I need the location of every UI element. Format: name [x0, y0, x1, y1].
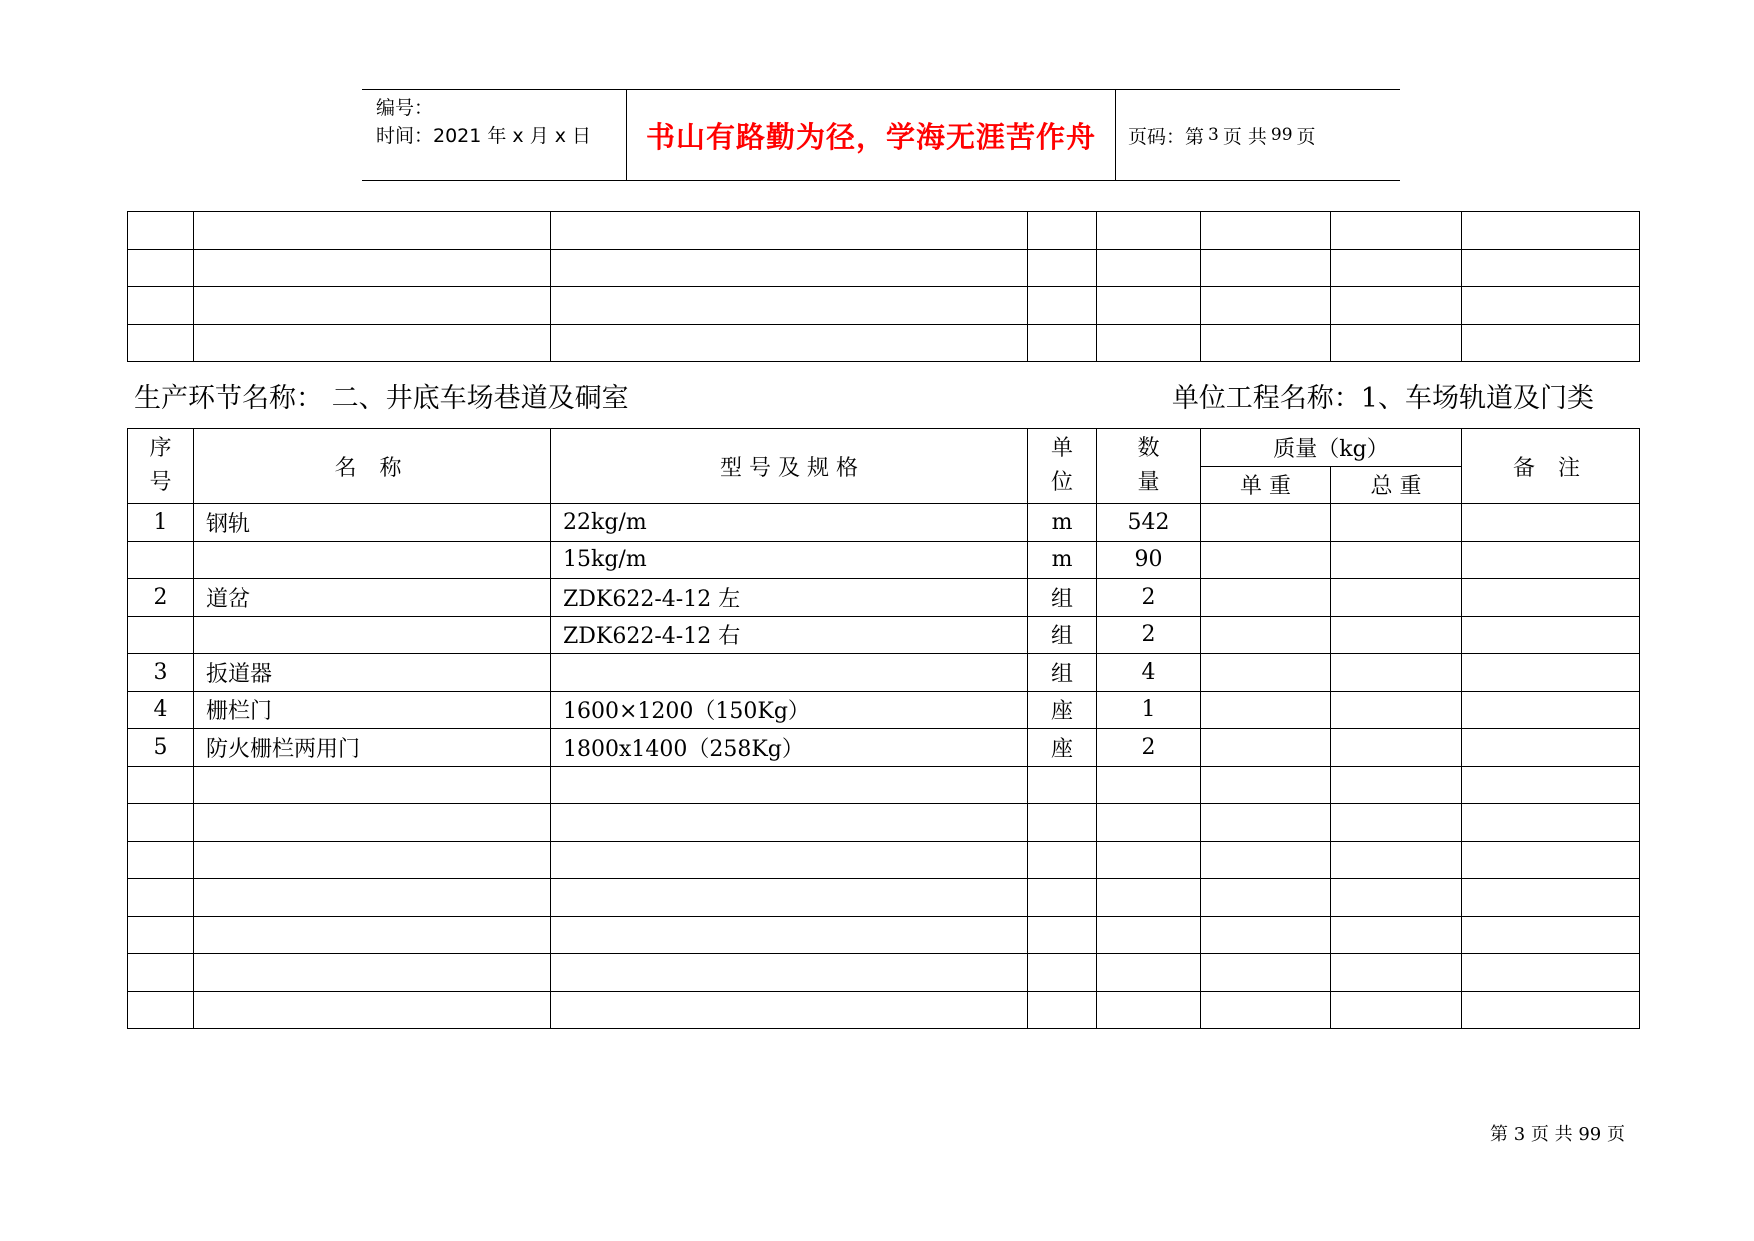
cell-unit-weight — [1201, 541, 1331, 579]
empty-cell — [551, 324, 1028, 362]
table-row — [128, 916, 1640, 954]
empty-cell — [1462, 212, 1640, 250]
cell-name: 道岔 — [194, 579, 551, 617]
unit-project-label: 单位工程名称：1、车场轨道及门类 — [1171, 383, 1594, 414]
empty-cell — [128, 212, 194, 250]
cell-spec — [551, 991, 1028, 1029]
page-suffix: 页 — [1296, 125, 1316, 148]
empty-cell — [194, 324, 551, 362]
cell-seq: 2 — [128, 579, 194, 617]
cell-total-weight — [1331, 579, 1462, 617]
cell-total-weight — [1331, 879, 1462, 917]
cell-remark — [1462, 579, 1640, 617]
cell-unit-weight — [1201, 579, 1331, 617]
cell-seq: 3 — [128, 654, 194, 692]
cell-qty: 542 — [1097, 504, 1201, 542]
production-stage-label: 生产环节名称： 二、井底车场巷道及硐室 — [134, 383, 629, 414]
cell-qty: 1 — [1097, 691, 1201, 729]
cell-name — [194, 841, 551, 879]
cell-total-weight — [1331, 691, 1462, 729]
cell-unit — [1028, 991, 1097, 1029]
cell-unit: 座 — [1028, 729, 1097, 767]
empty-cell — [1201, 212, 1331, 250]
cell-total-weight — [1331, 916, 1462, 954]
cell-seq — [128, 916, 194, 954]
cell-unit: m — [1028, 541, 1097, 579]
cell-name: 钢轨 — [194, 504, 551, 542]
cell-remark — [1462, 691, 1640, 729]
cell-qty — [1097, 954, 1201, 992]
empty-cell — [551, 287, 1028, 325]
header-unit-top: 单 — [1050, 436, 1073, 461]
cell-seq — [128, 616, 194, 654]
cell-total-weight — [1331, 729, 1462, 767]
cell-unit — [1028, 804, 1097, 842]
table-row — [128, 579, 1640, 617]
cell-remark — [1462, 916, 1640, 954]
cell-qty: 2 — [1097, 579, 1201, 617]
cell-seq — [128, 954, 194, 992]
cell-qty — [1097, 766, 1201, 804]
empty-cell — [1028, 324, 1097, 362]
cell-qty — [1097, 804, 1201, 842]
cell-remark — [1462, 804, 1640, 842]
table-row — [128, 729, 1640, 767]
cell-unit-weight — [1201, 804, 1331, 842]
cell-unit-weight — [1201, 504, 1331, 542]
cell-remark — [1462, 841, 1640, 879]
section-line — [134, 376, 1594, 412]
cell-spec — [551, 654, 1028, 692]
cell-total-weight — [1331, 654, 1462, 692]
header-motto-cell — [626, 90, 1116, 180]
cell-name — [194, 879, 551, 917]
cell-unit-weight — [1201, 766, 1331, 804]
cell-name: 扳道器 — [194, 654, 551, 692]
motto: 书山有路勤为径，学海无涯苦作舟 — [645, 119, 1096, 154]
cell-qty — [1097, 991, 1201, 1029]
header-name: 名 称 — [194, 429, 551, 504]
cell-seq: 4 — [128, 691, 194, 729]
page-prefix: 页码：第 — [1128, 125, 1205, 148]
table-row — [128, 991, 1640, 1029]
empty-cell — [1201, 249, 1331, 287]
equipment-table — [127, 428, 1640, 1029]
cell-name — [194, 916, 551, 954]
cell-seq: 1 — [128, 504, 194, 542]
cell-spec: 1800x1400（258Kg） — [551, 729, 1028, 767]
cell-spec: 1600×1200（150Kg） — [551, 691, 1028, 729]
cell-unit-weight — [1201, 879, 1331, 917]
cell-unit-weight — [1201, 729, 1331, 767]
cell-unit: 组 — [1028, 616, 1097, 654]
empty-cell — [1462, 324, 1640, 362]
cell-seq — [128, 841, 194, 879]
header-qty-bottom: 量 — [1137, 470, 1160, 495]
cell-unit-weight — [1201, 991, 1331, 1029]
empty-cell — [1097, 212, 1201, 250]
cell-unit-weight — [1201, 691, 1331, 729]
cell-total-weight — [1331, 541, 1462, 579]
cell-remark — [1462, 766, 1640, 804]
page-footer: 第 3 页 共 99 页 — [1490, 1124, 1625, 1145]
header-meta — [362, 90, 626, 180]
empty-cell — [194, 249, 551, 287]
cell-qty: 4 — [1097, 654, 1201, 692]
empty-row — [128, 249, 1640, 287]
empty-row — [128, 324, 1640, 362]
empty-cell — [1028, 249, 1097, 287]
cell-unit — [1028, 766, 1097, 804]
header-mass: 质量（kg） — [1201, 429, 1462, 467]
page-mid: 页 共 — [1222, 125, 1267, 148]
page-current: 3 — [1208, 125, 1219, 145]
empty-cell — [1462, 249, 1640, 287]
empty-cell — [1097, 287, 1201, 325]
cell-spec: ZDK622-4-12 右 — [551, 616, 1028, 654]
empty-cell — [1201, 287, 1331, 325]
cell-seq — [128, 991, 194, 1029]
empty-cell — [194, 212, 551, 250]
header-unit — [1028, 429, 1097, 504]
cell-remark — [1462, 991, 1640, 1029]
cell-qty — [1097, 841, 1201, 879]
cell-unit: 组 — [1028, 579, 1097, 617]
cell-qty: 2 — [1097, 729, 1201, 767]
cell-unit — [1028, 841, 1097, 879]
empty-cell — [128, 324, 194, 362]
cell-total-weight — [1331, 804, 1462, 842]
cell-remark — [1462, 616, 1640, 654]
cell-qty — [1097, 879, 1201, 917]
empty-cell — [1331, 287, 1462, 325]
cell-qty: 2 — [1097, 616, 1201, 654]
table-row — [128, 766, 1640, 804]
cell-qty — [1097, 916, 1201, 954]
header-qty — [1097, 429, 1201, 504]
cell-total-weight — [1331, 954, 1462, 992]
header-unit-weight: 单 重 — [1201, 466, 1331, 504]
header-seq-top: 序 — [149, 436, 172, 461]
time-label: 时间：2021 年 x 月 x 日 — [376, 125, 592, 147]
header-remark: 备 注 — [1462, 429, 1640, 504]
cell-name — [194, 766, 551, 804]
cell-remark — [1462, 954, 1640, 992]
page-total: 99 — [1270, 125, 1293, 145]
cell-seq: 5 — [128, 729, 194, 767]
cell-name — [194, 954, 551, 992]
cell-name: 栅栏门 — [194, 691, 551, 729]
empty-row — [128, 212, 1640, 250]
cell-seq — [128, 541, 194, 579]
empty-cell — [128, 249, 194, 287]
cell-remark — [1462, 729, 1640, 767]
empty-cell — [1462, 287, 1640, 325]
table-row — [128, 654, 1640, 692]
cell-unit-weight — [1201, 841, 1331, 879]
cell-name — [194, 541, 551, 579]
cell-unit — [1028, 954, 1097, 992]
table-row — [128, 616, 1640, 654]
cell-remark — [1462, 504, 1640, 542]
cell-seq — [128, 766, 194, 804]
top-continuation-table — [127, 211, 1640, 362]
cell-unit — [1028, 879, 1097, 917]
header-seq — [128, 429, 194, 504]
page-header — [362, 89, 1400, 181]
serial-label: 编号： — [376, 97, 434, 119]
cell-total-weight — [1331, 616, 1462, 654]
header-total-weight: 总 重 — [1331, 466, 1462, 504]
empty-cell — [1097, 249, 1201, 287]
cell-spec: 22kg/m — [551, 504, 1028, 542]
cell-spec — [551, 954, 1028, 992]
table-row — [128, 954, 1640, 992]
cell-unit: 座 — [1028, 691, 1097, 729]
empty-cell — [1097, 324, 1201, 362]
cell-total-weight — [1331, 841, 1462, 879]
cell-name — [194, 991, 551, 1029]
cell-remark — [1462, 654, 1640, 692]
cell-total-weight — [1331, 504, 1462, 542]
cell-spec — [551, 879, 1028, 917]
cell-qty: 90 — [1097, 541, 1201, 579]
empty-row — [128, 287, 1640, 325]
header-unit-bottom: 位 — [1050, 470, 1073, 495]
empty-cell — [551, 212, 1028, 250]
empty-cell — [1201, 324, 1331, 362]
header-seq-bottom: 号 — [149, 470, 172, 495]
empty-cell — [1028, 212, 1097, 250]
cell-unit: 组 — [1028, 654, 1097, 692]
cell-name — [194, 804, 551, 842]
cell-spec — [551, 766, 1028, 804]
table-row — [128, 804, 1640, 842]
header-spec: 型 号 及 规 格 — [551, 429, 1028, 504]
table-row — [128, 504, 1640, 542]
cell-spec — [551, 916, 1028, 954]
cell-spec — [551, 804, 1028, 842]
empty-cell — [1028, 287, 1097, 325]
cell-unit-weight — [1201, 954, 1331, 992]
header-page-info — [1116, 90, 1400, 180]
cell-name — [194, 616, 551, 654]
empty-cell — [1331, 324, 1462, 362]
cell-total-weight — [1331, 991, 1462, 1029]
cell-name: 防火栅栏两用门 — [194, 729, 551, 767]
cell-unit: m — [1028, 504, 1097, 542]
cell-total-weight — [1331, 766, 1462, 804]
empty-cell — [194, 287, 551, 325]
empty-cell — [1331, 212, 1462, 250]
table-header-row-1 — [128, 429, 1640, 467]
cell-unit-weight — [1201, 654, 1331, 692]
cell-unit — [1028, 916, 1097, 954]
header-qty-top: 数 — [1137, 436, 1160, 461]
cell-spec: ZDK622-4-12 左 — [551, 579, 1028, 617]
cell-spec — [551, 841, 1028, 879]
empty-cell — [128, 287, 194, 325]
cell-remark — [1462, 541, 1640, 579]
table-row — [128, 841, 1640, 879]
table-row — [128, 879, 1640, 917]
empty-cell — [1331, 249, 1462, 287]
cell-seq — [128, 879, 194, 917]
cell-unit-weight — [1201, 616, 1331, 654]
cell-remark — [1462, 879, 1640, 917]
cell-seq — [128, 804, 194, 842]
empty-cell — [551, 249, 1028, 287]
cell-spec: 15kg/m — [551, 541, 1028, 579]
table-row — [128, 541, 1640, 579]
table-row — [128, 691, 1640, 729]
cell-unit-weight — [1201, 916, 1331, 954]
